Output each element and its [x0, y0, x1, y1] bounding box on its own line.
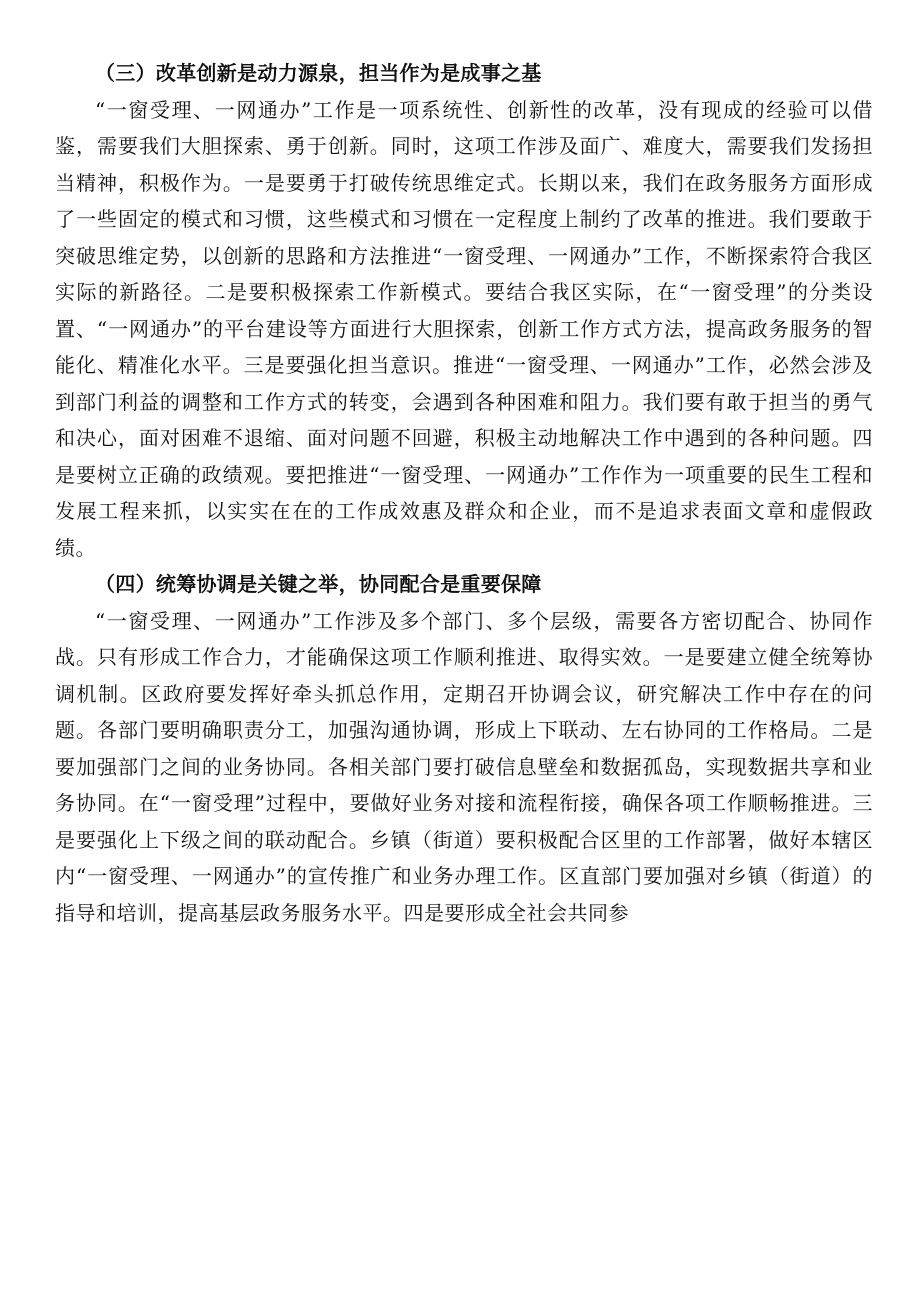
section-body-4: “一窗受理、一网通办”工作涉及多个部门、多个层级，需要各方密切配合、协同作战。只有形成工作合力，才能确保这项工作顺利推进、取得实效。一是要建立健全统筹协调机制。区政府要发挥好牵头抓总作用，定期召开协调会议，研究解决工作中存在的问题。各部门要明确职责分工，加强沟通协调，形成上下联动、左右协同的工作格局。二是要加强部门之间的业务协同。各相关部门要打破信息壁垒和数据孤岛，实现数据共享和业务协同。在“一窗受理”过程中，要做好业务对接和流程衔接，确保各项工作顺畅推进。三是要强化上下级之间的联动配合。乡镇（街道）要积极配合区里的工作部署，做好本辖区内“一窗受理、一网通办”的宣传推广和业务办理工作。区直部门要加强对乡镇（街道）的指导和培训，提高基层政务服务水平。四是要形成全社会共同参 [55, 608, 873, 925]
section-heading-4: （四）统筹协调是关键之举，协同配合是重要保障 [95, 572, 542, 596]
section-body-3: “一窗受理、一网通办”工作是一项系统性、创新性的改革，没有现成的经验可以借鉴，需要我们大胆探索、勇于创新。同时，这项工作涉及面广、难度大，需要我们发扬担当精神，积极作为。一是要勇于打破传统思维定式。长期以来，我们在政务服务方面形成了一些固定的模式和习惯，这些模式和习惯在一定程度上制约了改革的推进。我们要敢于突破思维定势，以创新的思路和方法推进“一窗受理、一网通办”工作，不断探索符合我区实际的新路径。二是要积极探索工作新模式。要结合我区实际，在“一窗受理”的分类设置、“一网通办”的平台建设等方面进行大胆探索，创新工作方式方法，提高政务服务的智能化、精准化水平。三是要强化担当意识。推进“一窗受理、一网通办”工作，必然会涉及到部门利益的调整和工作方式的转变，会遇到各种困难和阻力。我们要有敢于担当的勇气和决心，面对困难不退缩、面对问题不回避，积极主动地解决工作中遇到的各种问题。四是要树立正确的政绩观。要把推进“一窗受理、一网通办”工作作为一项重要的民生工程和发展工程来抓，以实实在在的工作成效惠及群众和企业，而不是追求表面文章和虚假政绩。 [55, 97, 873, 560]
document-page [55, 55, 873, 931]
section-heading-3: （三）改革创新是动力源泉，担当作为是成事之基 [95, 61, 542, 85]
